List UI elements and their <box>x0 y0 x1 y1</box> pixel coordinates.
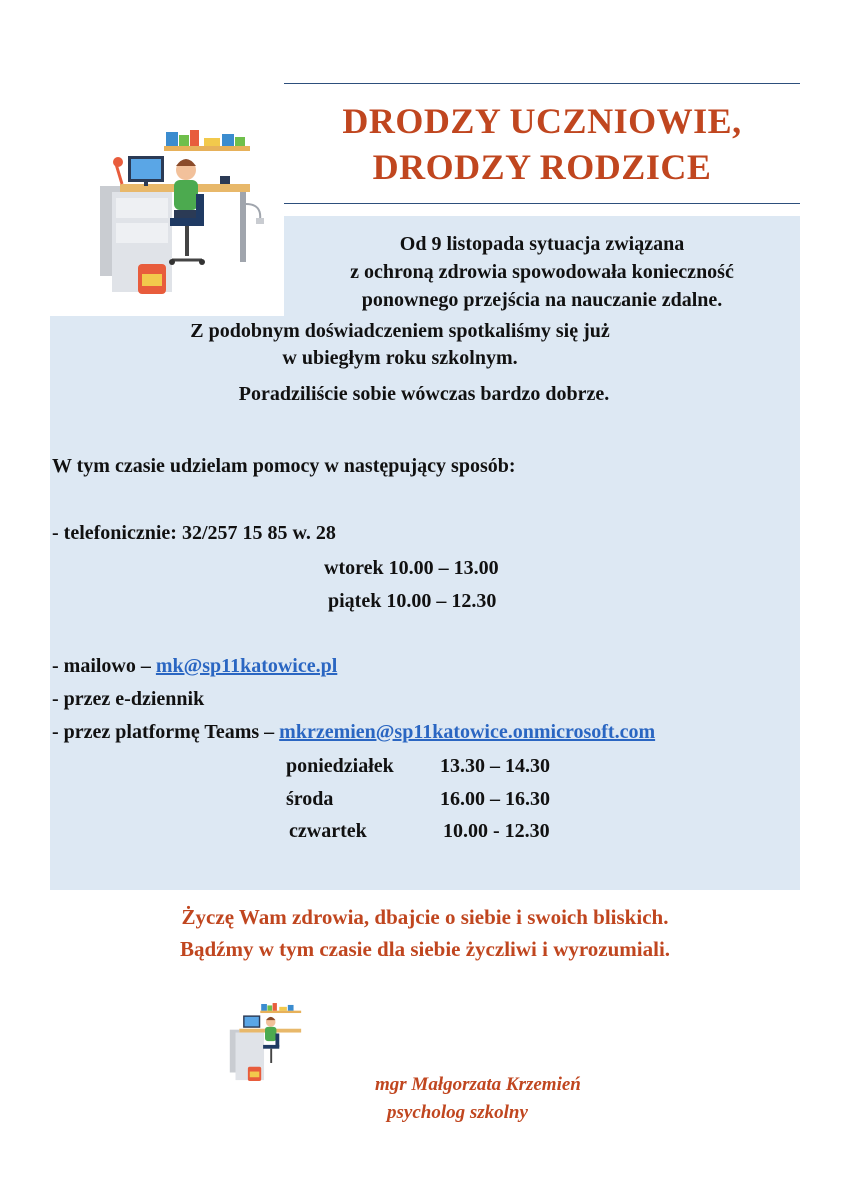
schedule-time-2: 16.00 – 16.30 <box>440 788 550 810</box>
title-line-2: DRODZY RODZICE <box>372 147 712 187</box>
phone-hours-2: piątek 10.00 – 12.30 <box>328 590 497 612</box>
teams-link[interactable]: mkrzemien@sp11katowice.onmicrosoft.com <box>279 721 656 743</box>
intro-line-3: ponownego przejścia na nauczanie zdalne. <box>361 289 723 311</box>
intro-line-2: z ochroną zdrowia spowodowała konieczność <box>350 261 734 283</box>
email-link[interactable]: mk@sp11katowice.pl <box>155 655 338 677</box>
email-row <box>52 653 337 679</box>
student-at-desk-icon <box>92 128 277 300</box>
schedule-time-1: 13.30 – 14.30 <box>440 755 550 777</box>
intro-line-6: Poradziliście sobie wówczas bardzo dobrze. <box>238 383 610 405</box>
phone-label: - telefonicznie: 32/257 15 85 w. 28 <box>52 522 336 544</box>
teams-row <box>52 719 655 745</box>
ediary-label: - przez e-dziennik <box>52 688 205 710</box>
student-at-desk-small-icon <box>226 996 314 1090</box>
signature-role: psycholog szkolny <box>387 1102 528 1123</box>
closing-line-2: Bądźmy w tym czasie dla siebie życzliwi i wyrozumiali. <box>179 937 671 961</box>
schedule-day-2: środa <box>286 788 334 810</box>
signature-name: mgr Małgorzata Krzemień <box>375 1074 581 1095</box>
phone-hours-1: wtorek 10.00 – 13.00 <box>324 557 499 579</box>
teams-label: - przez platformę Teams – <box>52 721 280 743</box>
help-heading: W tym czasie udzielam pomocy w następujący sposób: <box>52 455 516 477</box>
intro-line-4: Z podobnym doświadczeniem spotkaliśmy się już <box>190 320 610 342</box>
page-title <box>284 98 800 190</box>
schedule-day-1: poniedziałek <box>286 755 394 777</box>
email-label: - mailowo – <box>52 655 156 677</box>
intro-line-5: w ubiegłym roku szkolnym. <box>282 347 518 369</box>
closing-line-1: Życzę Wam zdrowia, dbajcie o siebie i swoich bliskich. <box>181 905 669 929</box>
title-rule-top <box>284 83 800 84</box>
title-rule-bottom <box>284 203 800 204</box>
schedule-time-3: 10.00 - 12.30 <box>443 820 550 842</box>
schedule-day-3: czwartek <box>289 820 367 842</box>
intro-line-1: Od 9 listopada sytuacja związana <box>399 233 685 255</box>
title-line-1: DRODZY UCZNIOWIE, <box>342 101 742 141</box>
